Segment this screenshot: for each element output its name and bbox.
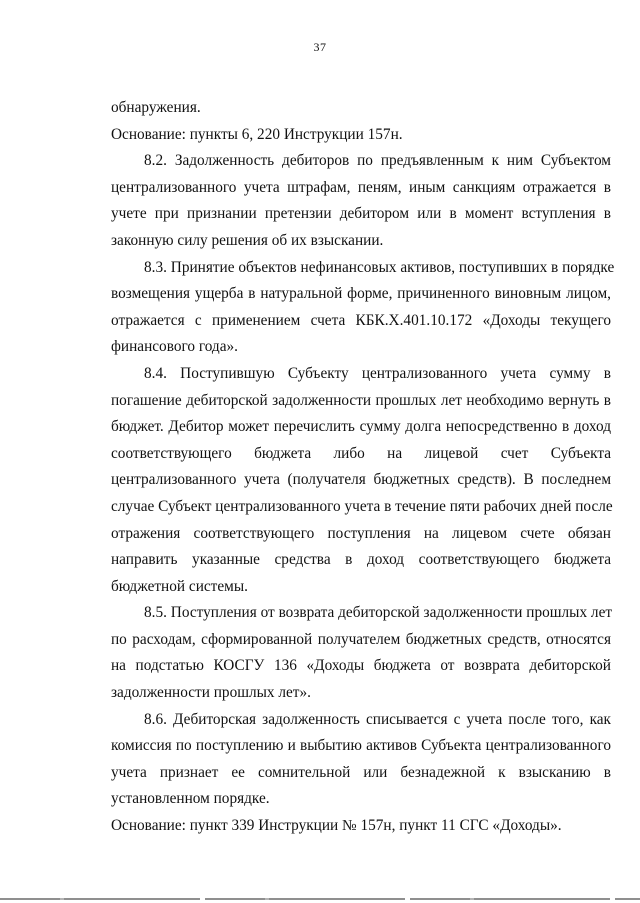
text-line: учете при признании претензии дебитором или в момент вступления в [111,205,611,223]
text-line: Основание: пункты 6, 220 Инструкции 157н. [111,125,403,143]
text-line: задолженности прошлых лет». [111,684,311,702]
text-line: 8.6. Дебиторская задолженность списывается с учета после того, как [144,710,611,728]
text-line: комиссия по поступлению и выбытию активов Субъекта централизованного [111,737,611,755]
text-line: случае Субъект централизованного учета в течение пяти рабочих дней после [111,497,613,515]
text-line: 8.2. Задолженность дебиторов по предъявленным к ним Субъектом [144,152,611,170]
paragraph-continuation [111,95,611,122]
text-line: на подстатью КОСГУ 136 «Доходы бюджета от возврата дебиторской [111,657,611,675]
paragraph-basis-339 [111,813,611,840]
text-line: 8.3. Принятие объектов нефинансовых активов, поступивших в порядке [144,258,615,276]
paragraph-8-2 [111,148,611,254]
text-line: обнаружения. [111,99,201,116]
paragraph-basis-6-220 [111,122,611,149]
text-line: централизованного учета штрафам, пеням, иным санкциям отражается в [111,178,611,196]
page-number: 37 [313,40,327,54]
text-line: 8.4. Поступившую Субъекту централизованного учета сумму в [144,364,611,382]
text-line: Основание: пункт 339 Инструкции № 157н, пункт 11 СГС «Доходы». [111,817,562,835]
text-line: централизованного учета (получателя бюджетных средств). В последнем [111,471,611,489]
text-line: по расходам, сформированной получателем бюджетных средств, относятся [111,630,611,648]
text-line: отражения соответствующего поступления на лицевом счете обязан [111,524,611,542]
paragraph-8-3 [111,255,615,361]
paragraph-8-5 [111,600,611,706]
scan-edge-rule [0,898,640,900]
document-body [111,95,615,840]
text-line: соответствующего бюджета либо на лицевой счет Субъекта [111,444,611,462]
text-line: установленном порядке. [111,790,270,808]
text-line: законную силу решения об их взыскании. [111,231,384,249]
text-line: погашение дебиторской задолженности прошлых лет необходимо вернуть в [111,391,611,409]
text-line: 8.5. Поступления от возврата дебиторской задолженности прошлых лет [144,604,613,622]
text-line: учета признает ее сомнительной или безнадежной к взысканию в [111,763,611,781]
text-line: отражается с применением счета КБК.X.401.10.172 «Доходы текущего [111,311,611,329]
paragraph-8-6 [111,707,611,813]
text-line: бюджетной системы. [111,577,248,595]
text-line: финансового года». [111,338,238,356]
text-line: возмещения ущерба в натуральной форме, причиненного виновным лицом, [111,285,611,303]
paragraph-8-4 [111,361,611,600]
text-line: направить указанные средства в доход соответствующего бюджета [111,551,611,569]
text-line: бюджет. Дебитор может перечислить сумму долга непосредственно в доход [111,418,611,436]
